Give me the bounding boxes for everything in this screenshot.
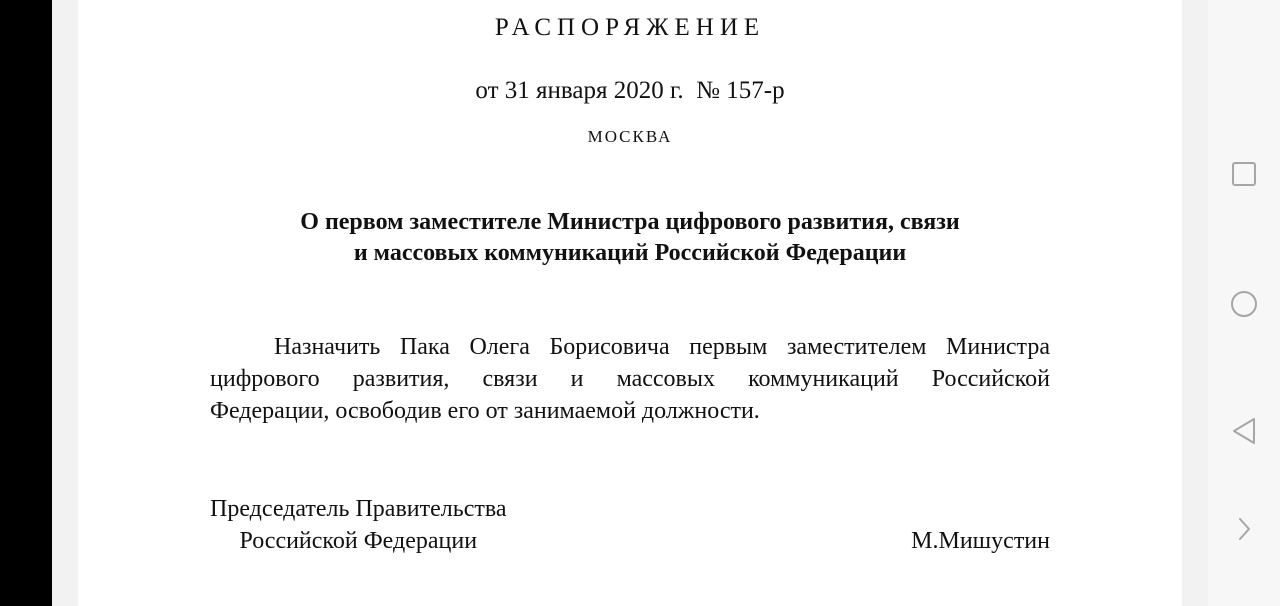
document-date-number: от 31 января 2020 г. № 157-р (475, 77, 785, 104)
document-body (210, 331, 1050, 427)
heading-line: О первом заместителе Министра цифрового развития, связи (300, 209, 960, 235)
document-page[interactable] (78, 0, 1182, 606)
square-icon (1231, 161, 1257, 187)
signature-position-line: Российской Федерации (239, 528, 478, 554)
document-title: РАСПОРЯЖЕНИЕ (494, 14, 766, 41)
triangle-back-icon (1230, 416, 1258, 446)
left-black-bar (0, 0, 52, 606)
signature-name: М.Мишустин (911, 528, 1050, 554)
circle-icon (1230, 290, 1258, 318)
recent-apps-button[interactable] (1226, 156, 1262, 192)
body-line: Назначить Пака Олега Борисовича первым заместителем Министра (274, 334, 1050, 360)
body-line: Федерации, освободив его от занимаемой должности. (210, 398, 760, 424)
expand-button[interactable] (1226, 511, 1262, 547)
document-city: МОСКВА (587, 127, 673, 146)
home-button[interactable] (1226, 286, 1262, 322)
back-button[interactable] (1226, 413, 1262, 449)
chevron-right-icon (1234, 516, 1254, 542)
signature-position-line: Председатель Правительства (210, 496, 507, 522)
document-heading (78, 207, 1182, 269)
body-line: цифрового развития, связи и массовых коммуникаций Российской (210, 366, 1050, 392)
signature-position (210, 493, 507, 557)
heading-line: и массовых коммуникаций Российской Федерации (353, 240, 907, 266)
